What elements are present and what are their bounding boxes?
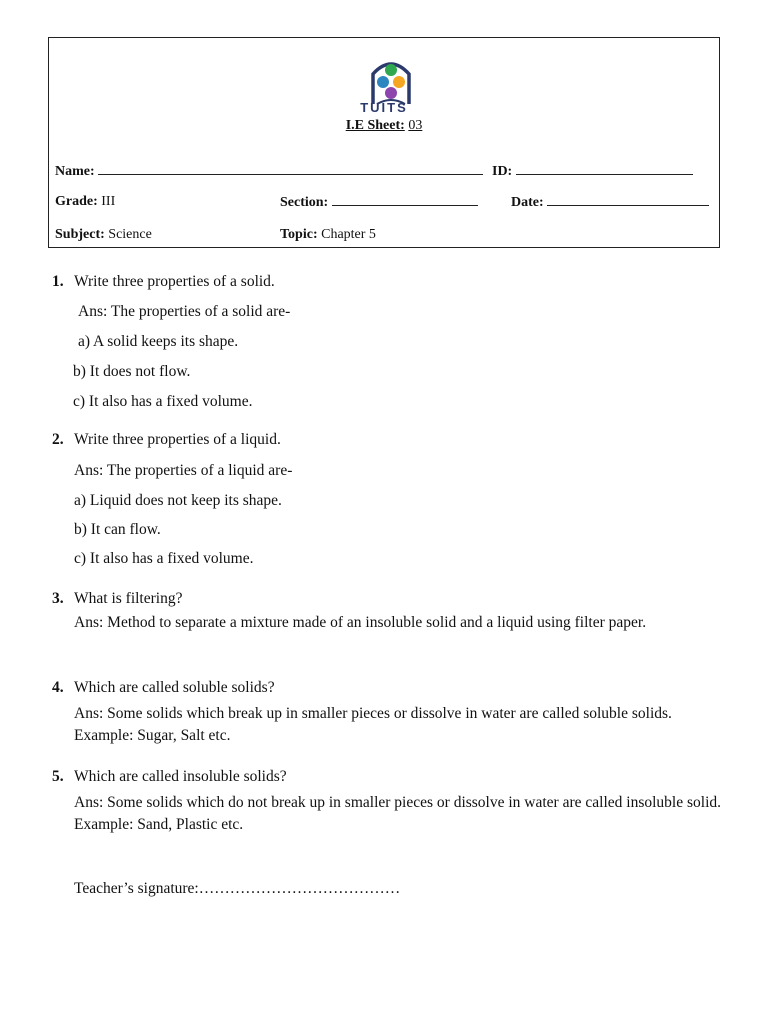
question-text: Which are called insoluble solids? xyxy=(74,768,287,785)
section-field[interactable] xyxy=(332,194,478,206)
topic-label: Topic: xyxy=(280,227,318,242)
answer-intro: Ans: The properties of a liquid are- xyxy=(74,462,293,479)
sheet-label: I.E Sheet: xyxy=(345,118,405,133)
question-text: What is filtering? xyxy=(74,590,183,607)
topic-value: Chapter 5 xyxy=(321,227,376,242)
subject-value: Science xyxy=(108,227,152,242)
question-number: 5. xyxy=(52,768,64,785)
question-text: Which are called soluble solids? xyxy=(74,679,275,696)
answer-point: c) It also has a fixed volume. xyxy=(74,550,254,567)
question-number: 2. xyxy=(52,431,64,448)
answer-point: b) It can flow. xyxy=(74,521,161,538)
answer-intro: Ans: The properties of a solid are- xyxy=(78,303,291,320)
id-label: ID: xyxy=(492,164,513,179)
name-field[interactable] xyxy=(98,163,483,175)
grade-row xyxy=(55,194,115,210)
date-row xyxy=(511,194,709,211)
sheet-number: 03 xyxy=(408,118,423,133)
answer: Ans: Method to separate a mixture made of an insoluble solid and a liquid using filter paper. xyxy=(74,614,647,631)
section-label: Section: xyxy=(280,195,329,210)
date-field[interactable] xyxy=(547,194,709,206)
answer: Ans: Some solids which break up in smaller pieces or dissolve in water are called soluble solids. Example: Sugar, Salt etc. xyxy=(74,705,672,744)
name-row xyxy=(55,163,483,180)
subject-label: Subject: xyxy=(55,227,105,242)
header-box xyxy=(48,37,720,248)
question-text: Write three properties of a liquid. xyxy=(74,431,281,448)
subject-row xyxy=(55,227,152,243)
sheet-title xyxy=(49,118,719,134)
name-label: Name: xyxy=(55,164,95,179)
id-field[interactable] xyxy=(516,163,693,175)
grade-label: Grade: xyxy=(55,194,98,209)
answer-point: b) It does not flow. xyxy=(73,363,191,380)
brand-name: TUITS xyxy=(360,100,408,115)
grade-value: III xyxy=(101,194,116,209)
answer-point: a) Liquid does not keep its shape. xyxy=(74,492,282,509)
answer: Ans: Some solids which do not break up in smaller pieces or dissolve in water are called insoluble solid. Example: Sand, Plastic etc. xyxy=(74,794,721,833)
question-number: 3. xyxy=(52,590,64,607)
teacher-signature: Teacher’s signature:………………………………… xyxy=(74,880,401,897)
answer-point: a) A solid keeps its shape. xyxy=(78,333,239,350)
question-number: 1. xyxy=(52,273,64,290)
question-number: 4. xyxy=(52,679,64,696)
answer-point: c) It also has a fixed volume. xyxy=(73,393,253,410)
question-text: Write three properties of a solid. xyxy=(74,273,275,290)
section-row xyxy=(280,194,478,211)
date-label: Date: xyxy=(511,195,544,210)
id-row xyxy=(492,163,693,180)
topic-row xyxy=(280,227,376,243)
